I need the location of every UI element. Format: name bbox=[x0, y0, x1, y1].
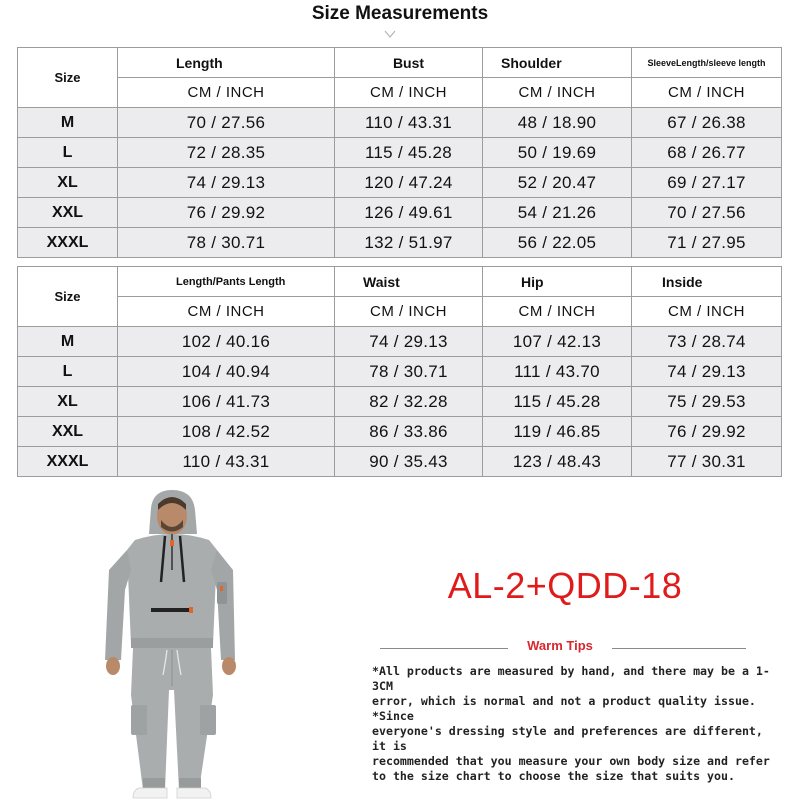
size-label: L bbox=[18, 138, 118, 168]
warm-tips-text bbox=[372, 664, 782, 784]
table-cell: 106 / 41.73 bbox=[118, 387, 335, 417]
table-cell: 76 / 29.92 bbox=[632, 417, 782, 447]
column-header: SleeveLength/sleeve length bbox=[632, 48, 782, 78]
column-header: Bust bbox=[335, 48, 483, 78]
size-label: M bbox=[18, 327, 118, 357]
table-cell: 111 / 43.70 bbox=[483, 357, 632, 387]
table-row bbox=[18, 138, 782, 168]
column-header: Length/Pants Length bbox=[118, 267, 335, 297]
size-label: XXXL bbox=[18, 447, 118, 477]
style-code: AL-2+QDD-18 bbox=[447, 565, 683, 606]
table-cell: 108 / 42.52 bbox=[118, 417, 335, 447]
tips-line: to the size chart to choose the size that suits you. bbox=[372, 769, 735, 783]
model-photo bbox=[95, 490, 245, 800]
table-cell: 90 / 35.43 bbox=[335, 447, 483, 477]
table-row bbox=[18, 108, 782, 138]
table-cell: 126 / 49.61 bbox=[335, 198, 483, 228]
table-row bbox=[18, 417, 782, 447]
page-title: Size Measurements bbox=[311, 3, 489, 24]
table-cell: 115 / 45.28 bbox=[483, 387, 632, 417]
tips-line: *All products are measured by hand, and there may be a 1-3CM bbox=[372, 664, 770, 693]
table-row bbox=[18, 387, 782, 417]
unit-label: CM / INCH bbox=[483, 78, 632, 108]
table-row bbox=[18, 357, 782, 387]
bottom-size-table bbox=[17, 266, 782, 477]
unit-label: CM / INCH bbox=[632, 78, 782, 108]
table-cell: 69 / 27.17 bbox=[632, 168, 782, 198]
size-label: XL bbox=[18, 387, 118, 417]
unit-label: CM / INCH bbox=[118, 78, 335, 108]
unit-label: CM / INCH bbox=[483, 297, 632, 327]
divider bbox=[380, 648, 508, 649]
table-row bbox=[18, 327, 782, 357]
size-label: L bbox=[18, 357, 118, 387]
size-label: XXL bbox=[18, 198, 118, 228]
table-cell: 70 / 27.56 bbox=[118, 108, 335, 138]
tips-line: everyone's dressing style and preferences are different, it is bbox=[372, 724, 763, 753]
column-header: Inside bbox=[632, 267, 782, 297]
table-cell: 77 / 30.31 bbox=[632, 447, 782, 477]
column-header: Waist bbox=[335, 267, 483, 297]
table-cell: 73 / 28.74 bbox=[632, 327, 782, 357]
column-header: Shoulder bbox=[483, 48, 632, 78]
column-header: Length bbox=[118, 48, 335, 78]
table-cell: 104 / 40.94 bbox=[118, 357, 335, 387]
warm-tips-title: Warm Tips bbox=[527, 638, 593, 653]
table-cell: 68 / 26.77 bbox=[632, 138, 782, 168]
table-cell: 74 / 29.13 bbox=[118, 168, 335, 198]
table-cell: 50 / 19.69 bbox=[483, 138, 632, 168]
unit-label: CM / INCH bbox=[335, 78, 483, 108]
table-cell: 110 / 43.31 bbox=[335, 108, 483, 138]
table-cell: 115 / 45.28 bbox=[335, 138, 483, 168]
table-cell: 54 / 21.26 bbox=[483, 198, 632, 228]
table-cell: 102 / 40.16 bbox=[118, 327, 335, 357]
table-cell: 74 / 29.13 bbox=[335, 327, 483, 357]
table-row bbox=[18, 198, 782, 228]
table-cell: 119 / 46.85 bbox=[483, 417, 632, 447]
tips-line: error, which is normal and not a product quality issue. *Since bbox=[372, 694, 756, 723]
table-row bbox=[18, 168, 782, 198]
table-row bbox=[18, 228, 782, 258]
header-row bbox=[18, 267, 782, 297]
table-cell: 132 / 51.97 bbox=[335, 228, 483, 258]
table-cell: 71 / 27.95 bbox=[632, 228, 782, 258]
table-cell: 78 / 30.71 bbox=[335, 357, 483, 387]
table-cell: 70 / 27.56 bbox=[632, 198, 782, 228]
size-label: XXL bbox=[18, 417, 118, 447]
table-cell: 56 / 22.05 bbox=[483, 228, 632, 258]
column-header: Hip bbox=[483, 267, 632, 297]
unit-label: CM / INCH bbox=[632, 297, 782, 327]
table-cell: 120 / 47.24 bbox=[335, 168, 483, 198]
tips-line: recommended that you measure your own body size and refer bbox=[372, 754, 770, 768]
size-label: M bbox=[18, 108, 118, 138]
top-size-table bbox=[17, 47, 782, 258]
notch-icon bbox=[384, 28, 396, 40]
size-column-header: Size bbox=[18, 267, 118, 327]
divider bbox=[612, 648, 746, 649]
table-cell: 86 / 33.86 bbox=[335, 417, 483, 447]
table-cell: 74 / 29.13 bbox=[632, 357, 782, 387]
header-row bbox=[18, 48, 782, 78]
size-column-header: Size bbox=[18, 48, 118, 108]
table-cell: 76 / 29.92 bbox=[118, 198, 335, 228]
table-row bbox=[18, 447, 782, 477]
table-cell: 48 / 18.90 bbox=[483, 108, 632, 138]
size-label: XXXL bbox=[18, 228, 118, 258]
unit-row bbox=[18, 78, 782, 108]
table-cell: 78 / 30.71 bbox=[118, 228, 335, 258]
table-cell: 123 / 48.43 bbox=[483, 447, 632, 477]
unit-label: CM / INCH bbox=[335, 297, 483, 327]
table-cell: 67 / 26.38 bbox=[632, 108, 782, 138]
size-label: XL bbox=[18, 168, 118, 198]
unit-row bbox=[18, 297, 782, 327]
table-cell: 72 / 28.35 bbox=[118, 138, 335, 168]
table-cell: 107 / 42.13 bbox=[483, 327, 632, 357]
table-cell: 110 / 43.31 bbox=[118, 447, 335, 477]
table-cell: 75 / 29.53 bbox=[632, 387, 782, 417]
table-cell: 82 / 32.28 bbox=[335, 387, 483, 417]
unit-label: CM / INCH bbox=[118, 297, 335, 327]
table-cell: 52 / 20.47 bbox=[483, 168, 632, 198]
